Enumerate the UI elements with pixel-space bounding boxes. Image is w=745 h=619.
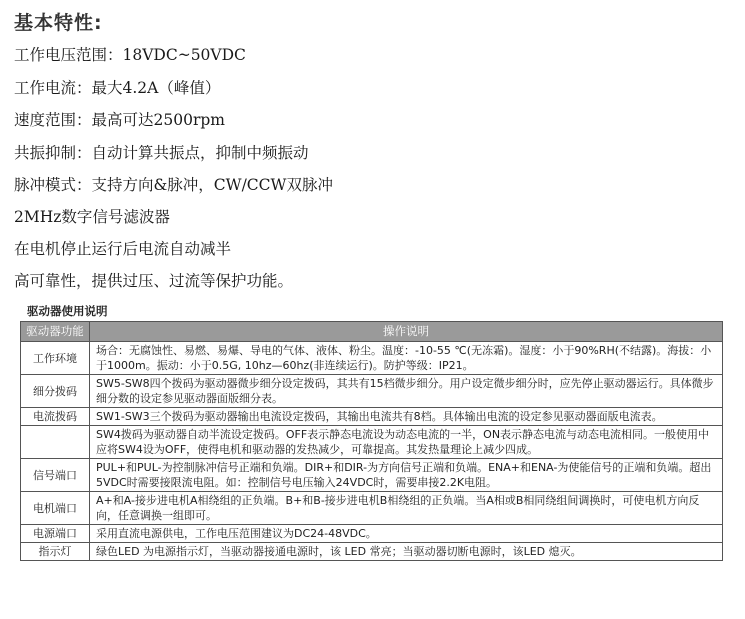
table-row xyxy=(21,375,723,408)
row-description-cell: SW5-SW8四个拨码为驱动器微步细分设定拨码，其共有15档微步细分。用户设定微步细分时，应先停止驱动器运行。具体微步细分数的设定参见驱动器面版细分表。 xyxy=(90,375,723,408)
table-row xyxy=(21,342,723,375)
row-function-cell: 指示灯 xyxy=(21,543,90,561)
column-header-function: 驱动器功能 xyxy=(21,322,90,342)
table-row xyxy=(21,492,723,525)
row-description-cell: SW4拨码为驱动器自动半流设定拨码。OFF表示静态电流设为动态电流的一半，ON表示静态电流与动态电流相同。一般使用中应将SW4设为OFF，使得电机和驱动器的发热减少，可靠提高。其发热量理论上减少四成。 xyxy=(90,426,723,459)
table-row xyxy=(21,459,723,492)
row-function-cell: 电源端口 xyxy=(21,525,90,543)
row-function-cell xyxy=(21,426,90,459)
table-caption: 驱动器使用说明 xyxy=(27,304,108,318)
row-description-cell: 绿色LED 为电源指示灯，当驱动器接通电源时，该 LED 常亮；当驱动器切断电源时，该LED 熄灭。 xyxy=(90,543,723,561)
column-header-description: 操作说明 xyxy=(90,322,723,342)
row-function-cell: 电流拨码 xyxy=(21,408,90,426)
feature-current: 工作电流：最大4.2A（峰值） xyxy=(14,79,221,97)
feature-resonance: 共振抑制：自动计算共振点，抑制中频振动 xyxy=(14,144,309,162)
row-description-cell: PUL+和PUL-为控制脉冲信号正端和负端。DIR+和DIR-为方向信号正端和负端。ENA+和ENA-为使能信号的正端和负端。超出5VDC时需要接限流电阻。如：控制信号电压输入24VDC时，需要串接2.2K电阻。 xyxy=(90,459,723,492)
table-row xyxy=(21,543,723,561)
feature-pulse-mode: 脉冲模式：支持方向&脉冲，CW/CCW双脉冲 xyxy=(14,176,333,194)
row-function-cell: 电机端口 xyxy=(21,492,90,525)
section-heading: 基本特性: xyxy=(14,12,103,34)
row-function-cell: 工作环境 xyxy=(21,342,90,375)
row-description-cell: 场合：无腐蚀性、易燃、易爆、导电的气体、液体、粉尘。温度：-10-55 ℃(无冻霜)。湿度：小于90%RH(不结露)。海拔：小于1000m。振动：小于0.5G, 10hz—60hz(非连续运行)。防护等级：IP21。 xyxy=(90,342,723,375)
row-function-cell: 细分拨码 xyxy=(21,375,90,408)
feature-filter: 2MHz数字信号滤波器 xyxy=(14,208,170,226)
table-row xyxy=(21,426,723,459)
driver-spec-table xyxy=(20,321,723,561)
row-description-cell: SW1-SW3三个拨码为驱动器输出电流设定拨码，其输出电流共有8档。具体输出电流的设定参见驱动器面版电流表。 xyxy=(90,408,723,426)
row-function-cell: 信号端口 xyxy=(21,459,90,492)
table-row xyxy=(21,408,723,426)
feature-voltage: 工作电压范围：18VDC~50VDC xyxy=(14,46,246,64)
feature-protection: 高可靠性，提供过压、过流等保护功能。 xyxy=(14,272,294,290)
row-description-cell: A+和A-接步进电机A相绕组的正负端。B+和B-接步进电机B相绕组的正负端。当A相或B相同绕组间调换时，可使电机方向反向，任意调换一组即可。 xyxy=(90,492,723,525)
table-header-row xyxy=(21,322,723,342)
feature-auto-half-current: 在电机停止运行后电流自动减半 xyxy=(14,240,232,258)
table-row xyxy=(21,525,723,543)
row-description-cell: 采用直流电源供电，工作电压范围建议为DC24-48VDC。 xyxy=(90,525,723,543)
feature-speed: 速度范围：最高可达2500rpm xyxy=(14,111,225,129)
